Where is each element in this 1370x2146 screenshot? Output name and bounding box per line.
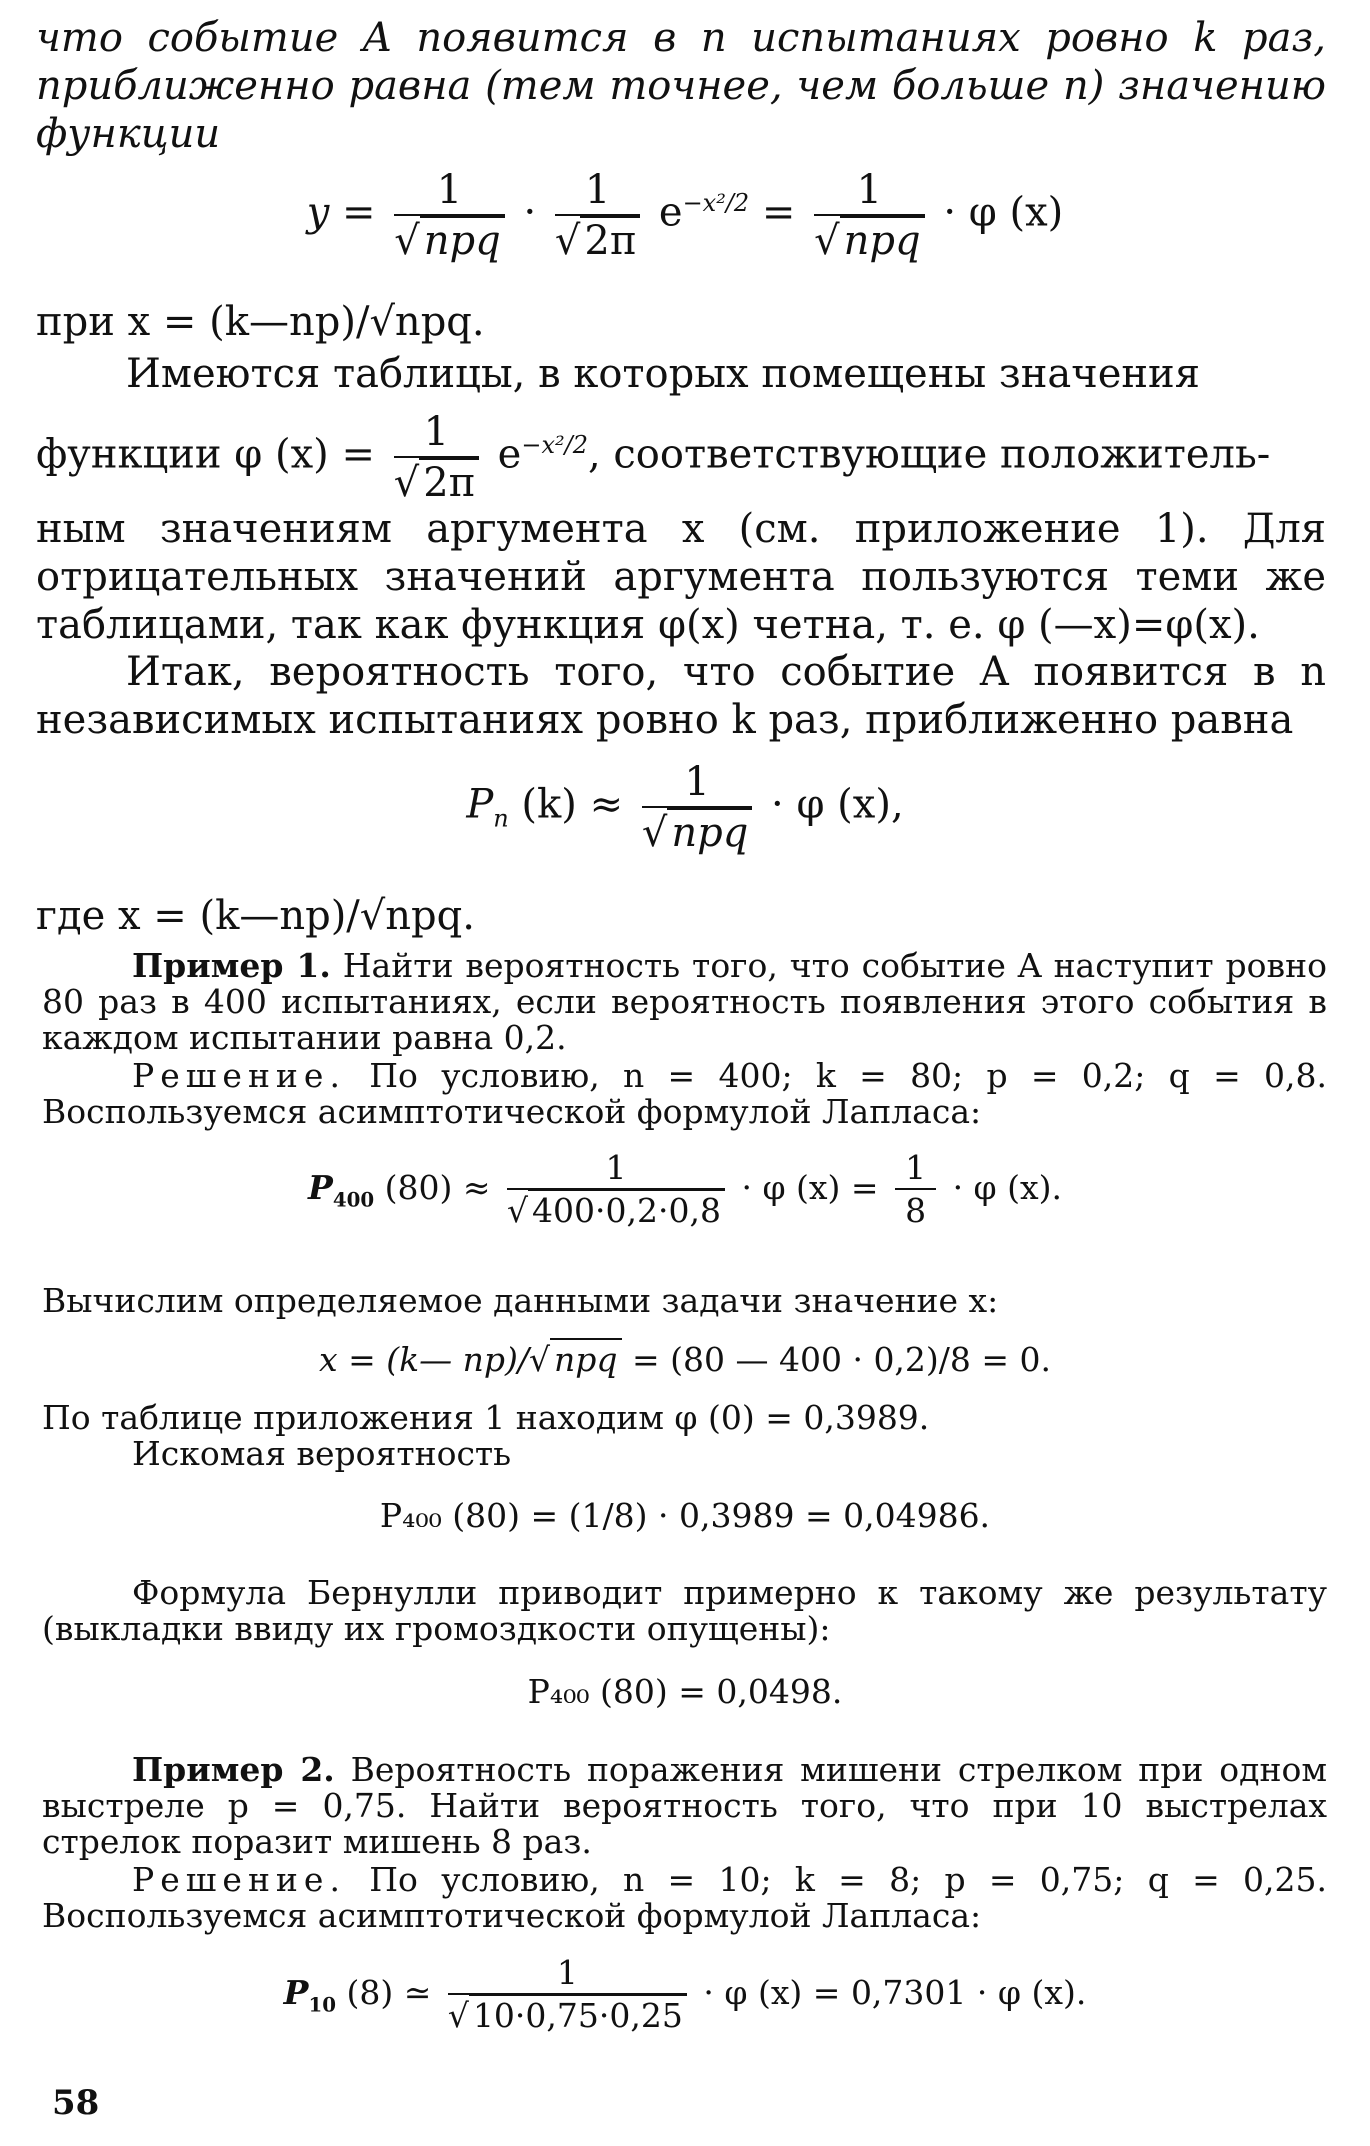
example-2-label: Пример 2. (132, 1750, 335, 1789)
tables-paragraph-line1: Имеются таблицы, в которых помещены значения (126, 351, 1200, 397)
example-2-statement: Пример 2. Вероятность поражения мишени стрелком при одном выстреле p = 0,75. Найти вероятность того, что при 10 выстрелах стрелок поразит мишень 8 раз. (42, 1750, 1327, 1861)
formula-y-lhs: y = (306, 189, 376, 236)
example-1-laplace-formula: $P_{400}$ (80) ≈ $\frac{1}{√ 400\cdot 0,2\cdot 0,8}$ · φ (x) = $\frac{1}{8}$ · φ (x). (308, 1148, 1062, 1231)
example-1-result: P₄₀₀ (80) = (1/8) · 0,3989 = 0,04986. (379, 1496, 991, 1535)
example-2-solution: Решение. По условию, n = 10; k = 8; p = 0,75; q = 0,25. Воспользуемся асимптотической формулой Лапласа: (42, 1860, 1328, 1935)
page-number: 58 (52, 2083, 100, 2123)
example-1-bernoulli-note: Формула Бернулли приводит примерно к такому же результату (выкладки ввиду их громоздкости опущены): (42, 1573, 1327, 1648)
example-1-label: Пример 1. (132, 946, 331, 985)
example-1-bernoulli-result: P₄₀₀ (80) = 0,0498. (527, 1672, 843, 1711)
conclusion-paragraph: Итак, вероятность того, что событие A появится в n независимых испытаниях ровно k раз, приближенно равна (36, 649, 1326, 743)
formula-y: y = $\frac{1}{\text{√ npq}}$ · $\frac{1}{√ 2\pi}$ $e^{-x^2/2}$ = $\frac{1}{\text{√ npq}}$ · φ (x) (306, 167, 1064, 264)
example-1-solution: Решение. По условию, n = 400; k = 80; p = 0,2; q = 0,8. Воспользуемся асимптотической формулой Лапласа: (42, 1056, 1328, 1131)
fraction-1-sqrt-2pi-inline: $\frac{1}{√ 2\pi}$ (394, 410, 479, 505)
fraction-1-sqrt-npq-right: $\frac{1}{\text{√ npq}}$ (814, 168, 924, 263)
example-1-compute-x: Вычислим определяемое данными задачи значение x: (42, 1281, 999, 1320)
fraction-1-sqrt-2pi: $\frac{1}{√ 2\pi}$ (555, 168, 640, 263)
tables-paragraph-formula-line: функции φ (x) = $\frac{1}{√ 2\pi}$ $e^{-x^2/2}$, соответствующие положитель- (36, 409, 1271, 506)
fraction-1-sqrt-10: $\frac{1}{√ 10\cdot 0,75\cdot 0,25}$ (448, 1955, 687, 2035)
tables-paragraph-rest: ным значениям аргумента x (см. приложение 1). Для отрицательных значений аргумента пользуются теми же таблицами, так как функция φ(x) четна, т. е. φ (—x)=φ(x). (36, 506, 1326, 648)
fraction-1-sqrt-npq-pn: $\frac{1}{\text{√ npq}}$ (642, 760, 752, 855)
example-1-solution-label: Решение. (132, 1056, 346, 1095)
formula-pn-k: $P_n$ (k) ≈ $\frac{1}{\text{√ npq}}$ · φ (x), (466, 759, 904, 856)
intro-paragraph: что событие A появится в n испытаниях ровно k раз, приближенно равна (тем точнее, чем больше n) значению функции (36, 15, 1326, 157)
formula-y-condition: при x = (k—np)/√npq. (36, 299, 485, 345)
example-1-sought: Искомая вероятность (132, 1434, 512, 1473)
example-1-table-lookup: По таблице приложения 1 находим φ (0) = 0,3989. (42, 1398, 930, 1437)
example-1-x-value: x = (k— np)/√ npq = (80 — 400 · 0,2)/8 = 0. (318, 1340, 1052, 1379)
fraction-1-8: $\frac{1}{8}$ (895, 1150, 936, 1230)
formula-pn-condition: где x = (k—np)/√npq. (36, 893, 475, 939)
example-2-laplace-formula: $P_{10}$ (8) ≃ $\frac{1}{√ 10\cdot 0,75\cdot 0,25}$ · φ (x) = 0,7301 · φ (x). (283, 1953, 1087, 2036)
example-2-solution-label: Решение. (132, 1860, 346, 1899)
fraction-1-sqrt-npq: $\frac{1}{\text{√ npq}}$ (394, 168, 504, 263)
example-1-statement: Пример 1. Найти вероятность того, что событие A наступит ровно 80 раз в 400 испытаниях, если вероятность появления этого события в каждом испытании равна 0,2. (42, 946, 1327, 1057)
fraction-1-sqrt-400: $\frac{1}{√ 400\cdot 0,2\cdot 0,8}$ (507, 1150, 725, 1230)
